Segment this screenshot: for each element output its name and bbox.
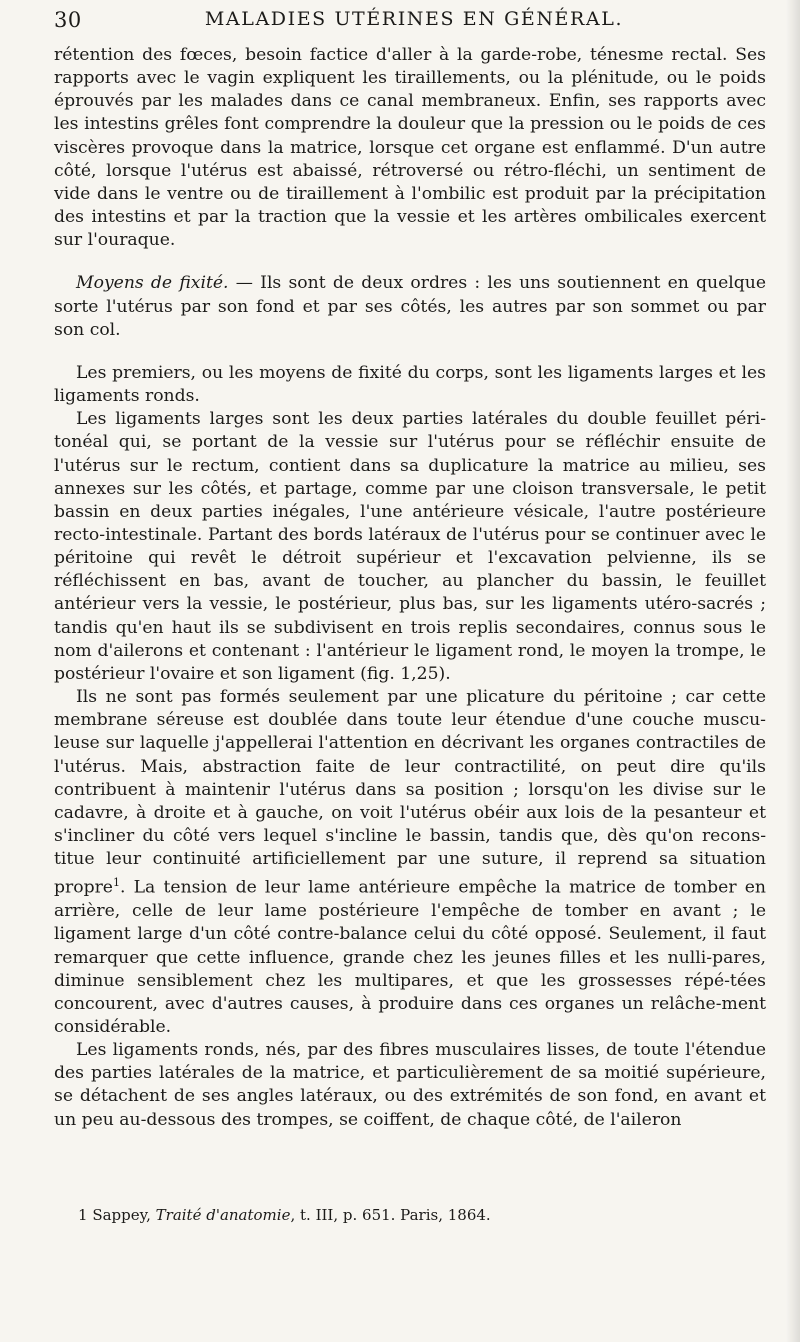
- footnote-title: Traité d'anatomie: [155, 1206, 291, 1224]
- paragraph-text: Les ligaments ronds, nés, par des fibres musculaires lisses, de toute l'étendue des parties latérales de la matrice, et particulièrement de sa moitié supérieure, se détachent de ses angles latéraux, ou des extrémités de son fond, en avant et un peu au-dessous des trompes, se coiffent, de chaque côté, de l'aileron: [54, 1040, 766, 1130]
- footnote-author: Sappey,: [87, 1206, 156, 1224]
- page-header: [54, 8, 774, 38]
- section-heading: Moyens de fixité.: [76, 273, 229, 294]
- paragraph-plicature: [54, 686, 766, 1039]
- page-number: 30: [54, 8, 82, 32]
- paragraph-text: rétention des fœces, besoin factice d'aller à la garde-robe, ténesme rectal. Ses rapports avec le vagin expliquent les tiraillements, ou la plénitude, ou le poids éprouvés par les malades dans ce canal membraneux. Enfin, ses rapports avec les intestins grêles font comprendre la douleur que la pression ou le poids de ces viscères provoque dans la matrice, lorsque cet organe est enflammé. D'un autre côté, lorsque l'utérus est abaissé, rétroversé ou rétro-fléchi, un sentiment de vide dans le ventre ou de tiraillement à l'ombilic est produit par la précipitation des intestins et par la traction que la vessie et les artères ombilicales exercent sur l'ouraque.: [54, 45, 766, 251]
- paragraph-intestines: [54, 44, 766, 252]
- paragraph-text-continued: . La tension de leur lame antérieure empêche la matrice de tomber en arrière, celle de leur lame postérieure l'empêche de tomber en avant ; le ligament large d'un côté contre-balance celui du côté opposé. Seulement, il faut remarquer que cette influence, grande chez les jeunes filles et les nulli-pares, diminue sensiblement chez les multipares, et que les grossesses répé-tées concourent, avec d'autres causes, à produire dans ces organes un relâche-ment considérable.: [54, 878, 766, 1037]
- footnote-marker: 1: [78, 1206, 88, 1224]
- paragraph-premiers: [54, 362, 766, 408]
- footnote: [78, 1205, 758, 1225]
- body-text: [54, 44, 766, 1132]
- paragraph-text: Les ligaments larges sont les deux parties latérales du double feuillet péri-tonéal qui, se portant de la vessie sur l'utérus pour se réfléchir ensuite de l'utérus sur le rectum, contient dans sa duplicature la matrice au milieu, ses annexes sur les côtés, et partage, comme par une cloison transversale, le petit bassin en deux parties inégales, l'une antérieure vésicale, l'autre postérieure recto-intestinale. Partant des bords latéraux de l'utérus pour se continuer avec le péritoine qui revêt le détroit supérieur et l'excavation pelvienne, ils se réfléchissent en bas, avant de toucher, au plancher du bassin, le feuillet antérieur vers la vessie, le postérieur, plus bas, sur les ligaments utéro-sacrés ; tandis qu'en haut ils se subdivisent en trois replis secondaires, connus sous le nom d'ailerons et contenant : l'antérieur le ligament rond, le moyen la trompe, le postérieur l'ovaire et son ligament (fig. 1,25).: [54, 409, 766, 684]
- paragraph-ligaments-larges: [54, 408, 766, 686]
- running-title: MALADIES UTÉRINES EN GÉNÉRAL.: [204, 8, 624, 30]
- paragraph-text: — Ils sont de deux ordres : les uns soutiennent en quelque sorte l'utérus par son fond et par ses côtés, les autres par son sommet ou par son col.: [54, 273, 767, 340]
- footnote-details: , t. III, p. 651. Paris, 1864.: [290, 1206, 491, 1224]
- paragraph-moyens-de-fixite: [54, 272, 766, 341]
- footnote-reference[interactable]: 1: [112, 876, 120, 890]
- paragraph-text: Les premiers, ou les moyens de fixité du corps, sont les ligaments larges et les ligaments ronds.: [54, 362, 766, 407]
- paragraph-text: Ils ne sont pas formés seulement par une plicature du péritoine ; car cette membrane séreuse est doublée dans toute leur étendue d'une couche muscu-leuse sur laquelle j'appellerai l'attention en décrivant les organes contractiles de l'utérus. Mais, abstraction faite de leur contractilité, on peut dire qu'ils contribuent à maintenir l'utérus dans sa position ; lorsqu'on les divise sur le cadavre, à droite et à gauche, on voit l'utérus obéir aux lois de la pesanteur et s'incliner du côté vers lequel s'incline le bassin, tandis que, dès qu'on recons-titue leur continuité artificiellement par une suture, il reprend sa situation propre: [54, 687, 766, 899]
- paragraph-ligaments-ronds: [54, 1039, 766, 1132]
- page-edge-shadow: [786, 0, 800, 1342]
